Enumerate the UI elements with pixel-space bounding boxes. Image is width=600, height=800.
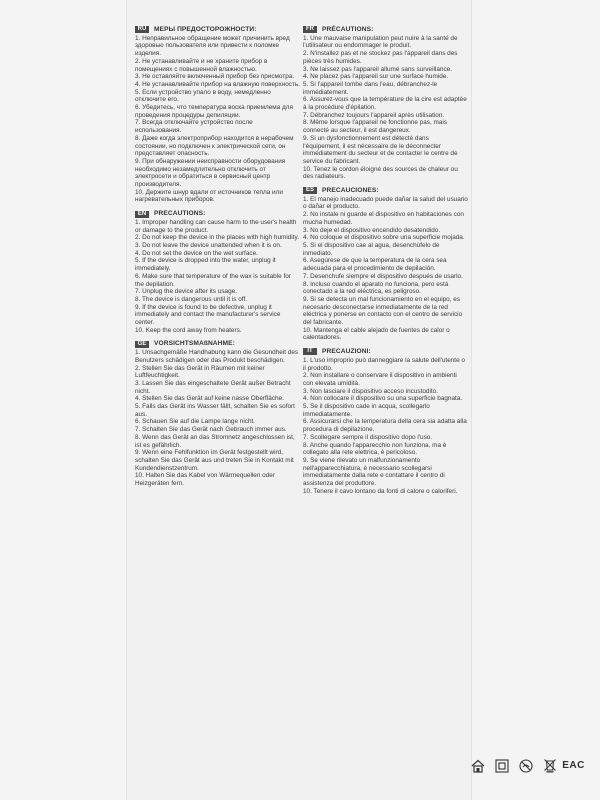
language-code-badge: RU	[135, 26, 149, 33]
precaution-item: 7. Desenchufe siempre el dispositivo después de usarlo.	[303, 272, 463, 280]
precaution-item: 6. Asegúrese de que la temperatura de la cera sea adecuada para el procedimiento de depilación.	[303, 257, 447, 273]
weee-bin-icon	[542, 758, 557, 773]
precaution-item: 8. The device is dangerous until it is off.	[135, 295, 248, 303]
precaution-item: 4. Do not set the device on the wet surface.	[135, 249, 258, 257]
eac-mark-text: EAC	[562, 760, 585, 771]
section-title: PRECAUCIONES:	[322, 187, 379, 195]
precaution-item: 1. El manejo inadecuado puede dañar la salud del usuario o dañar el producto.	[303, 195, 468, 211]
precaution-item: 2. Не устанавливайте и не храните прибор в помещениях с повышенной влажностью.	[135, 57, 268, 73]
section-heading	[135, 26, 300, 34]
precaution-item: 3. Ne laissez pas l'appareil allumé sans surveillance.	[303, 65, 452, 73]
language-code-badge: EN	[135, 211, 149, 218]
precaution-item: 7. Scollegare sempre il dispositivo dopo l'uso.	[303, 433, 433, 441]
section-en	[135, 210, 300, 334]
language-code-badge: GE	[135, 341, 149, 348]
precaution-item: 1. Une mauvaise manipulation peut nuire à la santé de l'utilisateur ou endommager le produit.	[303, 34, 458, 50]
precaution-item: 2. No instale ni guarde el dispositivo en habitaciones con mucha humedad.	[303, 211, 464, 226]
language-code-badge: FR	[303, 26, 317, 33]
precaution-item: 9. Si un dysfonctionnement est détecté dans l'équipement, il est nécessaire de le déconnecter immédiatement du secteur et de contacter le centre de service du fabricant.	[303, 134, 458, 165]
language-code-badge: ES	[303, 187, 317, 194]
language-code-badge: IT	[303, 348, 317, 355]
precaution-item: 2. Do not keep the device in the places with high humidity.	[135, 234, 300, 242]
precaution-item: 9. При обнаружении неисправности оборудования необходимо незамедлительно отключить от электросети и обратиться в сервисный центр производителя.	[135, 157, 286, 189]
precaution-item: 8. Incluso cuando el aparato no funciona, pero está conectado a la red eléctrica, es peligroso.	[303, 280, 449, 296]
section-title: VORSICHTSMAßNAHME:	[154, 340, 235, 348]
double-insulation-icon	[494, 758, 509, 773]
section-title: PRECAUZIONI:	[322, 348, 371, 356]
precaution-item: 9. Se viene rilevato un malfunzionamento nell'apparecchiatura, è necessario scollegarsi immediatamente dalla rete e contattare il centro di assistenza del produttore.	[303, 456, 445, 488]
precaution-item: 1. Неправильное обращение может причинить вред здоровью пользователя или привести к поломке изделия.	[135, 34, 290, 58]
section-title: МЕРЫ ПРЕДОСТОРОЖНОСТИ:	[154, 26, 257, 33]
precaution-item: 2. N'installez pas et ne stockez pas l'appareil dans des pièces très humides.	[303, 50, 458, 65]
precaution-item: 10. Держите шнур вдали от источников тепла или нагревательных приборов.	[135, 188, 283, 204]
precaution-item: 9. Wenn eine Fehlfunktion im Gerät festgestellt wird, schalten Sie das Gerät aus und treten Sie in Kontakt mit Kundendienstzentrum.	[135, 449, 294, 472]
precaution-item: 7. Débranchez toujours l'appareil après utilisation.	[303, 111, 445, 119]
precaution-item: 9. Si se detecta un mal funcionamiento en el equipo, es necesario desconectarse inmediatamente de la red eléctrica y ponerse en contacto con el centro de servicio del fabricante.	[303, 295, 463, 327]
precaution-item: 5. Falls das Gerät ins Wasser fällt, schalten Sie es sofort aus.	[135, 403, 295, 418]
precaution-item: 5. Si el dispositivo cae al agua, desenchúfelo de inmediato.	[303, 241, 440, 257]
precaution-item: 5. Se il dispositivo cade in acqua, scollegarlo immediatamente.	[303, 403, 430, 418]
section-title: PRECAUTIONS:	[154, 210, 206, 218]
section-es	[303, 187, 468, 342]
precaution-item: 1. Improper handling can cause harm to the user's health or damage to the product.	[135, 218, 297, 234]
precaution-item: 3. Do not leave the device unattended when it is on.	[135, 241, 282, 249]
precaution-item: 8. Wenn das Gerät an das Stromnetz angeschlossen ist, ist es gefährlich.	[135, 433, 295, 449]
section-heading	[135, 340, 300, 348]
precaution-item: 3. Non lasciare il dispositivo acceso incustodito.	[303, 387, 438, 395]
section-heading	[303, 187, 468, 195]
precaution-item: 8. Même lorsque l'appareil ne fonctionne pas, mais connecté au secteur, il est dangereux.	[303, 119, 448, 135]
section-heading	[135, 210, 300, 218]
precaution-item: 7. Schalten Sie das Gerät nach Gebrauch immer aus.	[135, 426, 287, 434]
precaution-item: 1. L'uso improprio può danneggiare la salute dell'utente o il prodotto.	[303, 356, 465, 372]
precaution-item: 6. Убедитесь, что температура воска приемлема для проведения процедуры депиляции.	[135, 104, 293, 119]
section-ge	[135, 340, 300, 487]
precaution-item: 10. Tenere il cavo lontano da fonti di calore o caloriferi.	[303, 487, 458, 495]
section-heading	[303, 26, 468, 34]
eac-mark-icon	[562, 758, 585, 773]
indoor-use-icon	[470, 758, 485, 773]
no-water-icon	[518, 758, 533, 773]
instruction-sheet	[127, 0, 585, 800]
precaution-item: 6. Assicurarsi che la temperatura della cera sia adatta alla procedura di depilazione.	[303, 418, 467, 434]
section-title: PRÉCAUTIONS:	[322, 26, 374, 33]
precaution-item: 6. Schauen Sie auf die Lampe lange nicht.	[135, 418, 256, 426]
precaution-item: 4. Не устанавливайте прибор на влажную поверхность.	[135, 80, 301, 88]
section-heading	[303, 348, 468, 356]
section-fr	[303, 26, 468, 181]
column-right	[303, 26, 468, 501]
certification-marks	[470, 758, 585, 773]
precaution-item: 8. Anche quando l'apparecchio non funziona, ma è collegato alla rete elettrica, è pericoloso.	[303, 441, 447, 457]
precaution-item: 7. Всегда отключайте устройство после использования.	[135, 119, 253, 135]
precaution-item: 10. Mantenga el cable alejado de fuentes de calor o calentadores.	[303, 326, 450, 342]
column-left	[135, 26, 300, 494]
precaution-item: 5. Si l'appareil tombe dans l'eau, débranchez-le immédiatement.	[303, 80, 438, 96]
precaution-item: 9. If the device is found to be defective, unplug it immediately and contact the manufacturer's service center.	[135, 303, 281, 327]
precaution-item: 4. Ne placez pas l'appareil sur une surface humide.	[303, 73, 449, 81]
section-it	[303, 348, 468, 495]
precaution-item: 4. No coloque el dispositivo sobre una superficie mojada.	[303, 234, 465, 242]
precaution-item: 2. Non installare o conservare il dispositivo in ambienti con elevata umidità.	[303, 372, 457, 387]
precaution-item: 3. No deje el dispositivo encendido desatendido.	[303, 226, 441, 234]
precaution-item: 6. Assurez-vous que la température de la cire est adaptée à la procédure d'épilation.	[303, 96, 467, 112]
precaution-item: 10. Tenez le cordon éloigné des sources de chaleur ou des radiateurs.	[303, 165, 458, 181]
precaution-item: 8. Даже когда электроприбор находится в нерабочем состоянии, но подключен к электрической сети, он представляет опасность.	[135, 134, 294, 158]
precaution-item: 4. Stellen Sie das Gerät auf keine nasse Oberfläche.	[135, 395, 284, 403]
precaution-item: 10. Keep the cord away from heaters.	[135, 326, 242, 334]
precaution-item: 2. Stellen Sie das Gerät in Räumen mit keiner Luftfeuchtigkeit.	[135, 364, 265, 380]
precaution-item: 7. Unplug the device after its usage.	[135, 288, 237, 296]
precaution-item: 3. Lassen Sie das eingeschaltete Gerät außer Betracht nicht.	[135, 379, 291, 395]
precaution-item: 10. Halten Sie das Kabel von Wärmequellen oder Heizgeräten fern.	[135, 472, 275, 488]
precaution-item: 6. Make sure that temperature of the wax is suitable for the depilation.	[135, 272, 291, 288]
precaution-item: 4. Non collocare il dispositivo su una superficie bagnata.	[303, 395, 463, 403]
precaution-item: 5. Если устройство упало в воду, немедленно отключите его.	[135, 88, 271, 104]
precaution-item: 5. If the device is dropped into the water, unplug it immediately.	[135, 257, 276, 273]
precaution-item: 3. Не оставляйте включенный прибор без присмотра.	[135, 73, 295, 81]
precaution-item: 1. Unsachgemäße Handhabung kann die Gesundheit des Benutzers schädigen oder das Produkt beschädigen.	[135, 349, 299, 364]
section-ru	[135, 26, 300, 204]
